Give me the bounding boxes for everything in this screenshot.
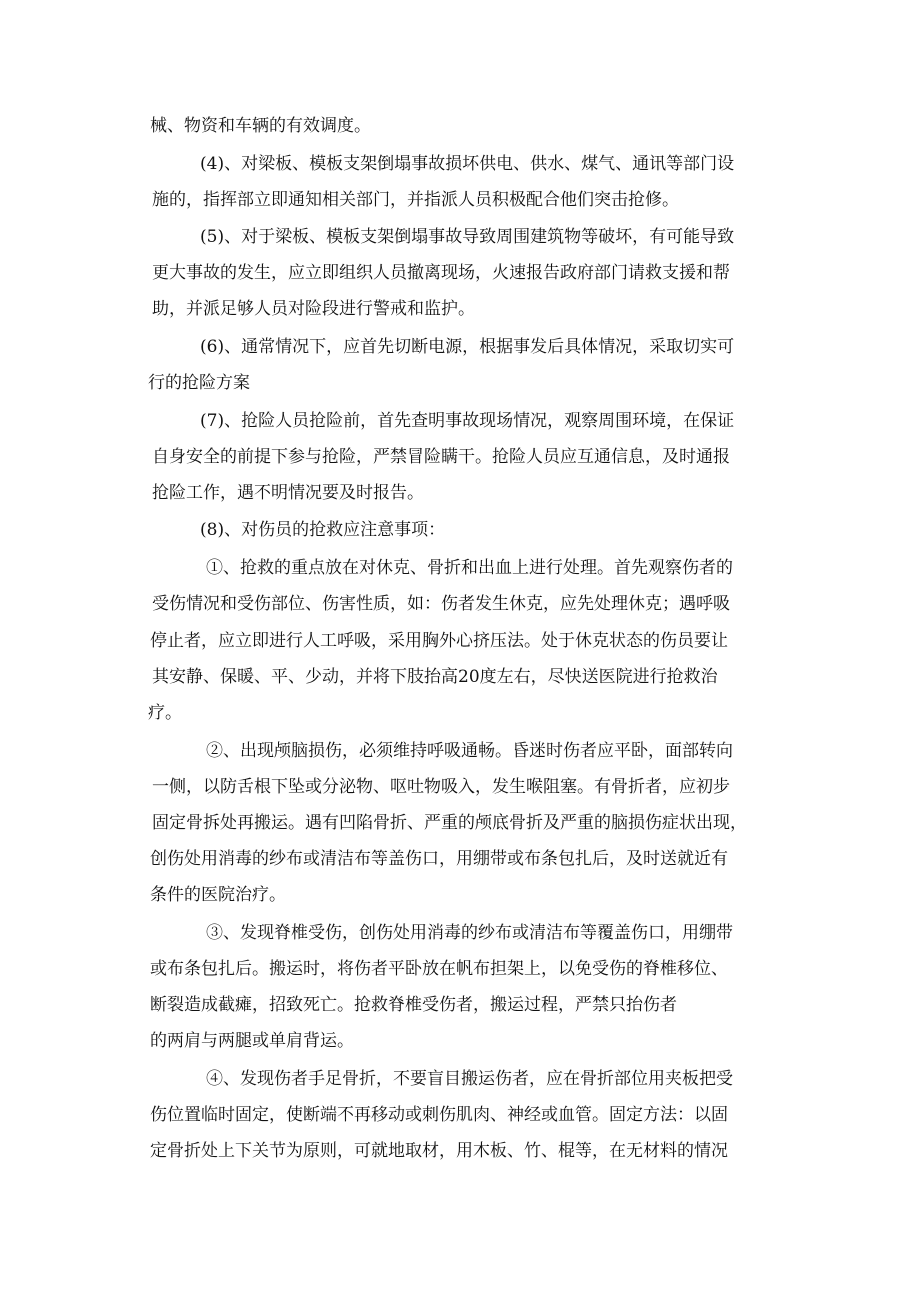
paragraph-line: 创伤处用消毒的纱布或清洁布等盖伤口，用绷带或布条包扎后，及时送就近有 <box>150 849 728 869</box>
paragraph-line: (7)、抢险人员抢险前，首先查明事故现场情况，观察周围环境，在保证 <box>200 411 735 431</box>
paragraph-line: ④、发现伤者手足骨折，不要盲目搬运伤者，应在骨折部位用夹板把受 <box>206 1069 733 1089</box>
paragraph-line: 抢险工作，遇不明情况要及时报告。 <box>152 483 424 503</box>
paragraph-line: 自身安全的前提下参与抢险，严禁冒险瞒干。抢险人员应互通信息，及时通报 <box>152 447 730 467</box>
paragraph-line: ②、出现颅脑损伤，必须维持呼吸通畅。昏迷时伤者应平卧，面部转向 <box>206 741 733 761</box>
paragraph-line: 疗。 <box>148 703 182 723</box>
paragraph-line: 施的，指挥部立即通知相关部门，并指派人员积极配合他们突击抢修。 <box>152 190 679 210</box>
paragraph-line: (4)、对梁板、模板支架倒塌事故损坏供电、供水、煤气、通讯等部门设 <box>200 154 735 174</box>
paragraph-line: 械、物资和车辆的有效调度。 <box>150 116 371 136</box>
paragraph-line: 更大事故的发生，应立即组织人员撤离现场，火速报告政府部门请救支援和帮 <box>152 263 730 283</box>
paragraph-line: 条件的医院治疗。 <box>150 885 286 905</box>
paragraph-line: (5)、对于梁板、模板支架倒塌事故导致周围建筑物等破坏，有可能导致 <box>200 227 735 247</box>
paragraph-line: 的两肩与两腿或单肩背运。 <box>150 1031 354 1051</box>
paragraph-line: 伤位置临时固定，使断端不再移动或刺伤肌肉、神经或血管。固定方法：以固 <box>150 1105 728 1125</box>
paragraph-line: 行的抢险方案 <box>148 373 250 393</box>
paragraph-line: (6)、通常情况下，应首先切断电源，根据事发后具体情况，采取切实可 <box>200 337 735 357</box>
paragraph-line: ①、抢救的重点放在对休克、骨折和出血上进行处理。首先观察伤者的 <box>206 558 733 578</box>
paragraph-line: ③、发现脊椎受伤，创伤处用消毒的纱布或清洁布等覆盖伤口，用绷带 <box>206 923 733 943</box>
paragraph-line: 其安静、保暖、平、少动，并将下肢抬高20度左右，尽快送医院进行抢救治 <box>152 667 718 687</box>
paragraph-line: 助，并派足够人员对险段进行警戒和监护。 <box>152 299 475 319</box>
paragraph-line: 一侧，以防舌根下坠或分泌物、呕吐物吸入，发生喉阻塞。有骨折者，应初步 <box>152 777 730 797</box>
paragraph-line: 断裂造成截瘫，招致死亡。抢救脊椎受伤者，搬运过程，严禁只抬伤者 <box>150 995 677 1015</box>
paragraph-line: 定骨折处上下关节为原则，可就地取材，用木板、竹、棍等，在无材料的情况 <box>150 1141 728 1161</box>
paragraph-line: 受伤情况和受伤部位、伤害性质，如：伤者发生休克，应先处理休克；遇呼吸 <box>152 594 730 614</box>
paragraph-line: 或布条包扎后。搬运时，将伤者平卧放在帆布担架上，以免受伤的脊椎移位、 <box>150 959 728 979</box>
paragraph-line: (8)、对伤员的抢救应注意事项： <box>200 520 446 540</box>
paragraph-line: 停止者，应立即进行人工呼吸，采用胸外心挤压法。处于休克状态的伤员要让 <box>150 631 728 651</box>
paragraph-line: 固定骨拆处再搬运。遇有凹陷骨折、严重的颅底骨折及严重的脑损伤症状出现， <box>152 813 747 833</box>
